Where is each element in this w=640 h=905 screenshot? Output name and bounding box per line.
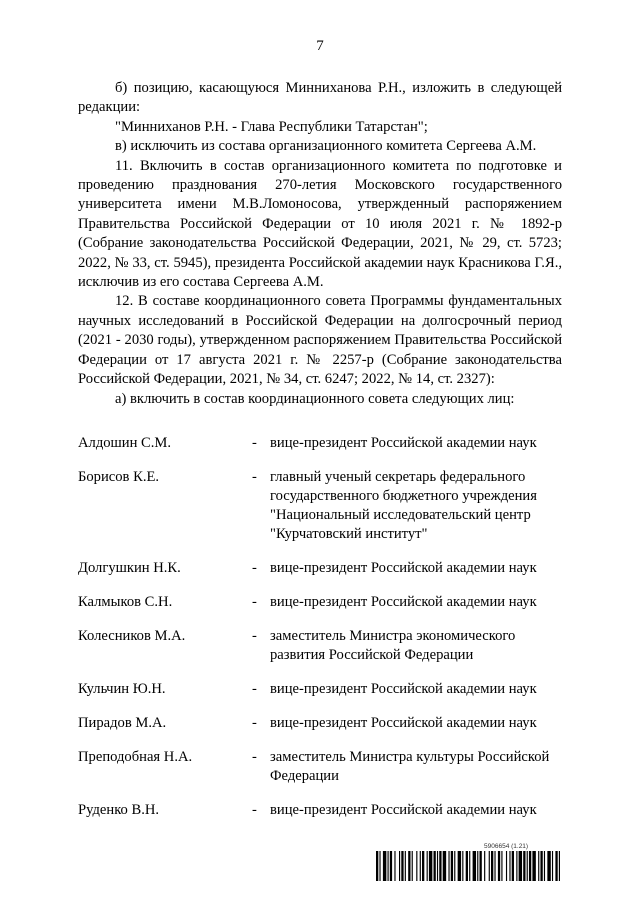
member-name: Калмыков С.Н. [78,594,173,610]
page-number: 7 [316,38,324,54]
member-dash: - [252,802,257,818]
member-role: заместитель Министра культуры Российской Федерации [270,749,550,784]
barcode-bar [401,851,403,881]
barcode-bar [454,851,455,881]
barcode-bar [516,851,517,881]
barcode-bar [437,851,438,881]
barcode-bar [484,851,485,881]
member-name: Пирадов М.А. [78,715,167,731]
member-dash: - [252,469,257,485]
paragraph-12: 12. В составе координационного совета Программы фундаментальных научных исследований в Российской Федерации на долгосрочный период (2021 - 2030 годы), утвержденном распоряжением Правительства Российской Федерации от 17 августа 2021 г. № 2257-р (Собрание законодательства Российской Федерации, 2021, № 34, ст. 6247; 2022, № 14, ст. 2327): [78,293,562,388]
document-code: 5906654 (1.21) [484,843,529,850]
barcode-bar [434,851,436,881]
member-dash: - [252,628,257,644]
member-name: Преподобная Н.А. [78,749,193,765]
member-row [78,468,562,544]
barcode-bar [529,851,531,881]
member-dash: - [252,560,257,576]
barcode-bar [383,851,386,881]
member-row [78,559,562,578]
barcode-bar [473,851,476,881]
barcode-bar [451,851,453,881]
barcode-bar [509,851,510,881]
body-text [78,79,562,409]
barcode-bar [523,851,525,881]
paragraph-quote: "Минниханов Р.Н. - Глава Республики Татарстан"; [115,118,428,135]
member-row [78,627,562,665]
barcode-bar [544,851,545,881]
barcode-bar [480,851,482,881]
paragraph-11: 11. Включить в состав организационного комитета по подготовке и проведению празднования 270-летия Московского государственного университета имени М.В.Ломоносова, утвержденный распоряжением Правительства Российской Федерации от 10 июля 2021 г. № 1892-р (Собрание законодательства Российской Федерации, 2021, № 29, ст. 5723; 2022, № 33, ст. 5945), президента Российской академии наук Красникова Г.Я., исключив из его состава Сергеева А.М. [78,157,562,291]
barcode-bar [506,851,507,881]
barcode-bar [491,851,493,881]
member-row [78,714,562,733]
barcode-bar [458,851,461,881]
barcode-bar [498,851,500,881]
member-name: Алдошин С.М. [78,435,172,451]
barcode-bar [477,851,478,881]
barcode-bar [420,851,421,881]
barcode-bar [540,851,542,881]
barcode-bar [559,851,560,881]
member-row [78,434,562,453]
barcode-bar [555,851,557,881]
member-role: вице-президент Российской академии наук [270,681,537,697]
barcode-bar [501,851,502,881]
member-name: Борисов К.Е. [78,469,160,485]
member-role: вице-президент Российской академии наук [270,594,537,610]
paragraph-v-exclude: в) исключить из состава организационного комитета Сергеева А.М. [115,138,537,155]
barcode-bar [429,851,432,881]
member-role: вице-президент Российской академии наук [270,802,537,818]
member-role: заместитель Министра экономического развития Российской Федерации [270,628,516,663]
barcode-bar [469,851,470,881]
barcode-bar [552,851,553,881]
member-role: вице-президент Российской академии наук [270,560,537,576]
barcode-bar [390,851,392,881]
barcode-bar [494,851,495,881]
member-row [78,801,562,820]
barcode-bar [376,851,378,881]
barcode-bar [416,851,417,881]
barcode-bar [394,851,395,881]
member-role: главный ученый секретарь федерального государственного бюджетного учреждения "Национальный исследовательский центр "Курчатовский институт" [270,469,537,542]
barcode-bar [489,851,490,881]
member-row [78,680,562,699]
member-dash: - [252,594,257,610]
paragraph-a-include: а) включить в состав координационного совета следующих лиц: [115,390,515,407]
members-list [78,434,562,835]
member-dash: - [252,715,257,731]
member-dash: - [252,435,257,451]
member-name: Долгушкин Н.К. [78,560,181,576]
barcode-bar [512,851,514,881]
member-row [78,593,562,612]
barcode-icon [376,851,562,881]
barcode-bar [427,851,428,881]
barcode-bar [448,851,449,881]
member-name: Руденко В.Н. [78,802,160,818]
member-role: вице-президент Российской академии наук [270,435,537,451]
barcode-bar [519,851,522,881]
barcode-bar [462,851,463,881]
barcode-bar [405,851,406,881]
member-name: Колесников М.А. [78,628,186,644]
barcode-bar [408,851,410,881]
barcode-bar [466,851,468,881]
barcode-bar [527,851,528,881]
barcode-bar [538,851,539,881]
paragraph-b-position: б) позицию, касающуюся Минниханова Р.Н., изложить в следующей редакции: [78,80,562,116]
barcode-bar [547,851,550,881]
member-role: вице-президент Российской академии наук [270,715,537,731]
barcode-bar [443,851,446,881]
member-name: Кульчин Ю.Н. [78,681,166,697]
barcode-bar [532,851,535,881]
barcode-bar [379,851,380,881]
barcode-bar [399,851,400,881]
barcode-bar [422,851,424,881]
member-dash: - [252,749,257,765]
member-row [78,748,562,786]
barcode-bar [439,851,441,881]
member-dash: - [252,681,257,697]
barcode-bar [412,851,413,881]
barcode-bar [388,851,389,881]
